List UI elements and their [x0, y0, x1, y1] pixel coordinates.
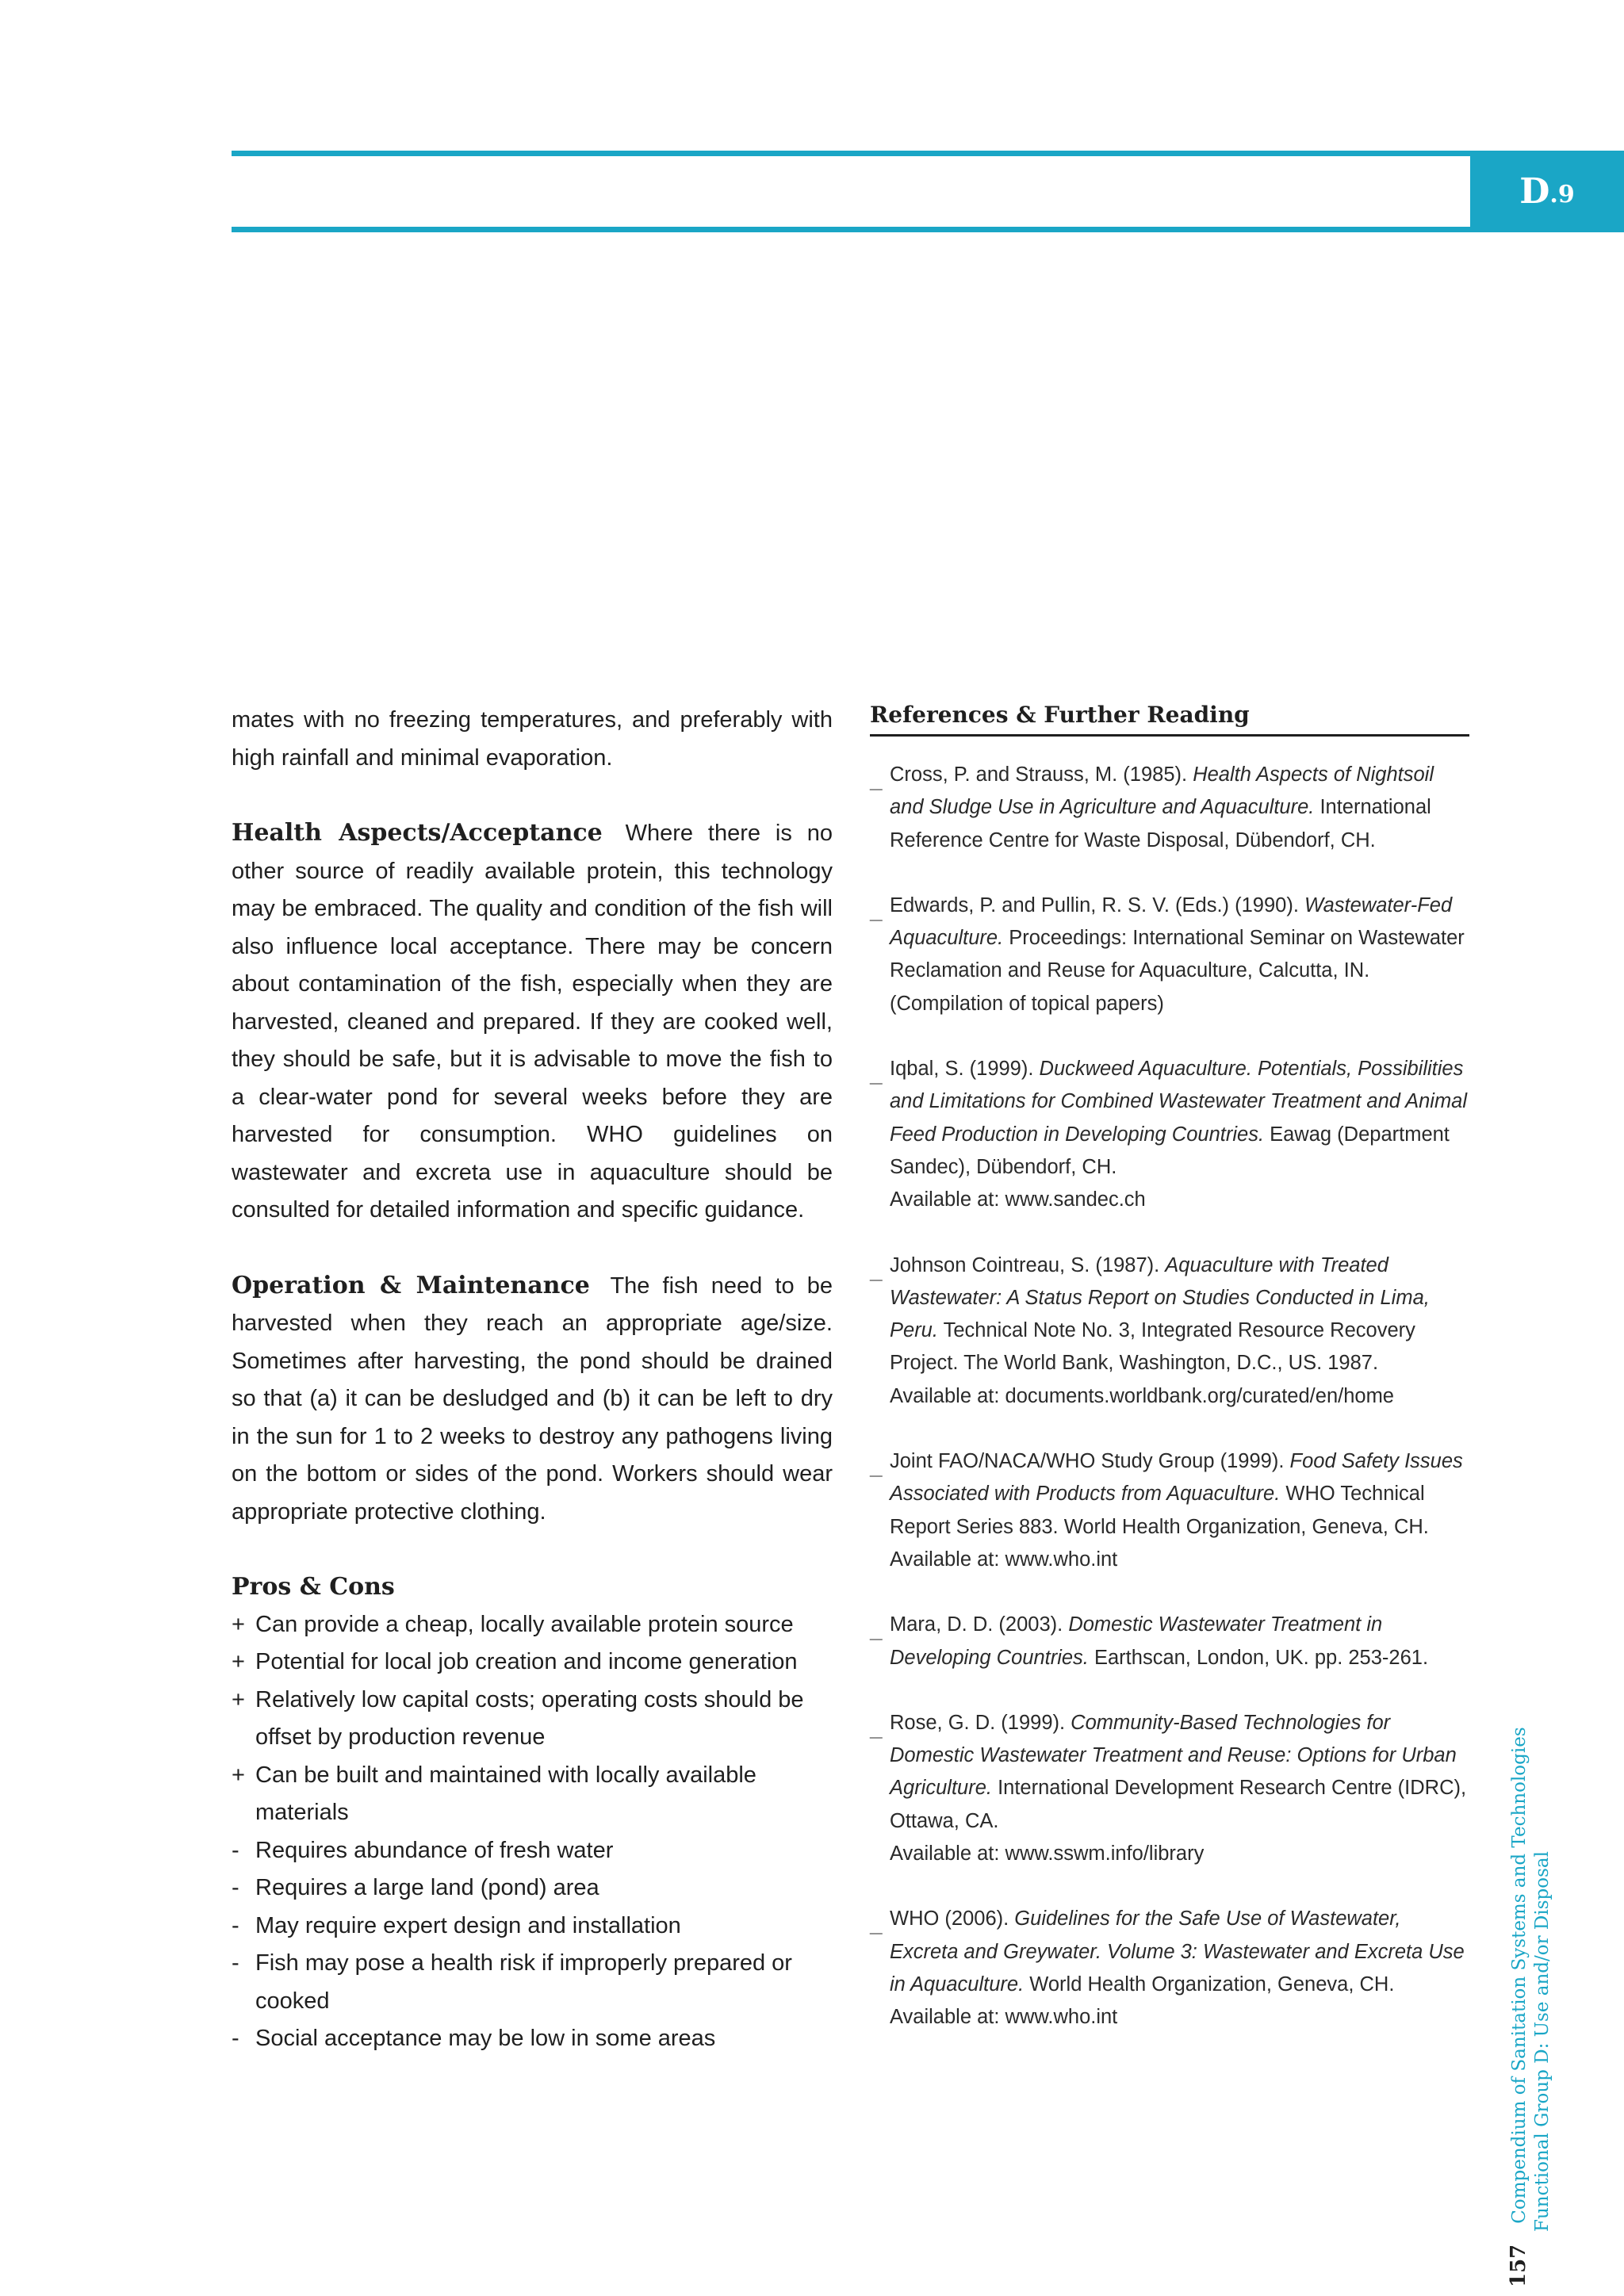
section-number: .9 [1549, 181, 1575, 209]
bullet-icon: _ [870, 1454, 883, 1479]
pros-cons-list [232, 1606, 833, 2058]
reference-item [870, 1903, 1469, 2034]
pros-cons-text: Fish may pose a health risk if improperly prepared or cooked [255, 1950, 792, 2014]
reference-availability: Available at: www.sswm.info/library [890, 1843, 1205, 1866]
pros-cons-item [232, 1644, 833, 1682]
bullet-icon: _ [870, 897, 883, 923]
reference-publisher: International Reference Centre for Waste Disposal, Dübendorf, CH. [890, 796, 1431, 851]
reference-authors: Rose, G. D. (1999). [890, 1711, 1071, 1734]
health-text: Where there is no other source of readily available protein, this technology may be embraced. The quality and condition of the fish will also influence local acceptance. There may be concern about contamination of the fish, especially when they are harvested, cleaned and prepared. If they are cooked well, they should be safe, but it is advisable to move the fish to a clear-water pond for several weeks before they are harvested for consumption. WHO guidelines on wastewater and excreta use in aquaculture should be consulted for detailed information and specific guidance. [232, 821, 833, 1223]
reference-availability: Available at: www.who.int [890, 2006, 1118, 2029]
pros-cons-item [232, 1908, 833, 1946]
functional-group-label: Functional Group D: Use and/or Disposal [1532, 1851, 1553, 2232]
reference-authors: Cross, P. and Strauss, M. (1985). [890, 763, 1193, 786]
pros-cons-mark: + [232, 1611, 245, 1637]
reference-item [870, 1053, 1469, 1216]
pros-cons-item [232, 1606, 833, 1644]
reference-item [870, 759, 1469, 857]
pros-cons-mark: + [232, 1686, 245, 1712]
reference-authors: Johnson Cointreau, S. (1987). [890, 1253, 1166, 1276]
bullet-icon: _ [870, 1257, 883, 1283]
reference-item [870, 1445, 1469, 1576]
reference-availability: Available at: www.who.int [890, 1548, 1118, 1571]
pros-cons-mark: - [232, 1875, 239, 1900]
reference-title: Duckweed Aquaculture. Potentials, Possibilities and Limitations for Combined Wastewater Treatment and Animal Feed Production in Developing Countries. [890, 1058, 1468, 1146]
pros-cons-mark: + [232, 1762, 245, 1788]
reference-authors: WHO (2006). [890, 1908, 1015, 1931]
pros-cons-item [232, 1869, 833, 1908]
main-text-column [232, 702, 833, 2058]
pros-cons-heading: Pros & Cons [232, 1573, 395, 1601]
reference-authors: Mara, D. D. (2003). [890, 1613, 1069, 1636]
reference-publisher: WHO Technical Report Series 883. World Health Organization, Geneva, CH. [890, 1483, 1429, 1538]
pros-cons-item [232, 2020, 833, 2058]
page-number: 157 [1507, 2244, 1530, 2287]
reference-availability: Available at: documents.worldbank.org/curated/en/home [890, 1384, 1394, 1407]
references-list [870, 759, 1469, 2034]
reference-availability: Available at: www.sandec.ch [890, 1188, 1146, 1211]
bullet-icon: _ [870, 1062, 883, 1087]
reference-authors: Edwards, P. and Pullin, R. S. V. (Eds.) (1990). [890, 894, 1305, 916]
intro-paragraph: mates with no freezing temperatures, and preferably with high rainfall and minimal evaporation. [232, 707, 833, 771]
pros-cons-item [232, 1757, 833, 1832]
bullet-icon: _ [870, 1911, 883, 1937]
pros-cons-mark: - [232, 1912, 239, 1938]
reference-authors: Iqbal, S. (1999). [890, 1058, 1040, 1081]
header-rule-top [232, 151, 1470, 156]
pros-cons-text: Requires abundance of fresh water [255, 1837, 614, 1863]
reference-item [870, 1249, 1469, 1413]
bullet-icon: _ [870, 767, 883, 792]
pros-cons-text: Relatively low capital costs; operating costs should be offset by production revenue [255, 1686, 804, 1750]
pros-cons-mark: - [232, 2026, 239, 2051]
pros-cons-text: Can be built and maintained with locally available materials [255, 1762, 756, 1825]
pros-cons-text: May require expert design and installation [255, 1912, 681, 1938]
reference-title: Community-Based Technologies for Domestic Wastewater Treatment and Reuse: Options for Urban Agriculture. [890, 1711, 1457, 1800]
om-heading: Operation & Maintenance [232, 1271, 590, 1299]
pros-cons-section [232, 1568, 833, 2058]
pros-cons-mark: - [232, 1837, 239, 1863]
reference-publisher: Technical Note No. 3, Integrated Resource Recovery Project. The World Bank, Washington, D.C., US. 1987. [890, 1319, 1415, 1375]
reference-publisher: World Health Organization, Geneva, CH. [1024, 1973, 1395, 1996]
reference-publisher: Earthscan, London, UK. pp. 253-261. [1088, 1646, 1429, 1669]
pros-cons-item [232, 1945, 833, 2020]
section-letter: D [1519, 171, 1550, 212]
vertical-footer [1467, 1716, 1562, 2287]
reference-title: Domestic Wastewater Treatment in Developing Countries. [890, 1613, 1383, 1669]
health-section [232, 814, 833, 1230]
reference-publisher: Proceedings: International Seminar on Wastewater Reclamation and Reuse for Aquaculture, Calcutta, IN. [890, 927, 1465, 982]
reference-title: Health Aspects of Nightsoil and Sludge Use in Agriculture and Aquaculture. [890, 763, 1434, 819]
reference-item [870, 890, 1469, 1020]
reference-item [870, 1609, 1469, 1674]
reference-title: Wastewater-Fed Aquaculture. [890, 894, 1453, 950]
pros-cons-item [232, 1832, 833, 1870]
om-section [232, 1267, 833, 1532]
pros-cons-text: Social acceptance may be low in some areas [255, 2026, 716, 2051]
section-tab [1470, 151, 1624, 232]
references-column [870, 702, 1469, 2067]
reference-authors: Joint FAO/NACA/WHO Study Group (1999). [890, 1450, 1290, 1473]
bullet-icon: _ [870, 1617, 883, 1643]
pros-cons-mark: + [232, 1649, 245, 1674]
reference-item [870, 1707, 1469, 1870]
reference-title: Aquaculture with Treated Wastewater: A Status Report on Studies Conducted in Lima, Peru. [890, 1253, 1430, 1342]
pros-cons-text: Can provide a cheap, locally available protein source [255, 1611, 794, 1637]
reference-title: Food Safety Issues Associated with Products from Aquaculture. [890, 1450, 1463, 1506]
reference-publisher: Eawag (Department Sandec), Dübendorf, CH. [890, 1123, 1450, 1178]
health-heading: Health Aspects/Acceptance [232, 819, 603, 847]
pros-cons-mark: - [232, 1950, 239, 1976]
pros-cons-item [232, 1682, 833, 1757]
header-rule-bottom [232, 227, 1470, 232]
reference-publisher: International Development Research Centre (IDRC), Ottawa, CA. [890, 1777, 1467, 1832]
compendium-title: Compendium of Sanitation Systems and Technologies [1509, 1727, 1530, 2224]
om-text: The fish need to be harvested when they reach an appropriate age/size. Sometimes after harvesting, the pond should be drained so that (a) it can be desludged and (b) it can be left to dry in the sun for 1 to 2 weeks to destroy any pathogens living on the bottom or sides of the pond. Workers should wear appropriate protective clothing. [232, 1272, 833, 1525]
pros-cons-text: Requires a large land (pond) area [255, 1875, 599, 1900]
bullet-icon: _ [870, 1715, 883, 1740]
reference-note: (Compilation of topical papers) [890, 992, 1164, 1015]
pros-cons-text: Potential for local job creation and income generation [255, 1649, 798, 1674]
references-heading: References & Further Reading [870, 702, 1469, 737]
reference-title: Guidelines for the Safe Use of Wastewater, Excreta and Greywater. Volume 3: Wastewater and Excreta Use in Aquaculture. [890, 1908, 1465, 1996]
